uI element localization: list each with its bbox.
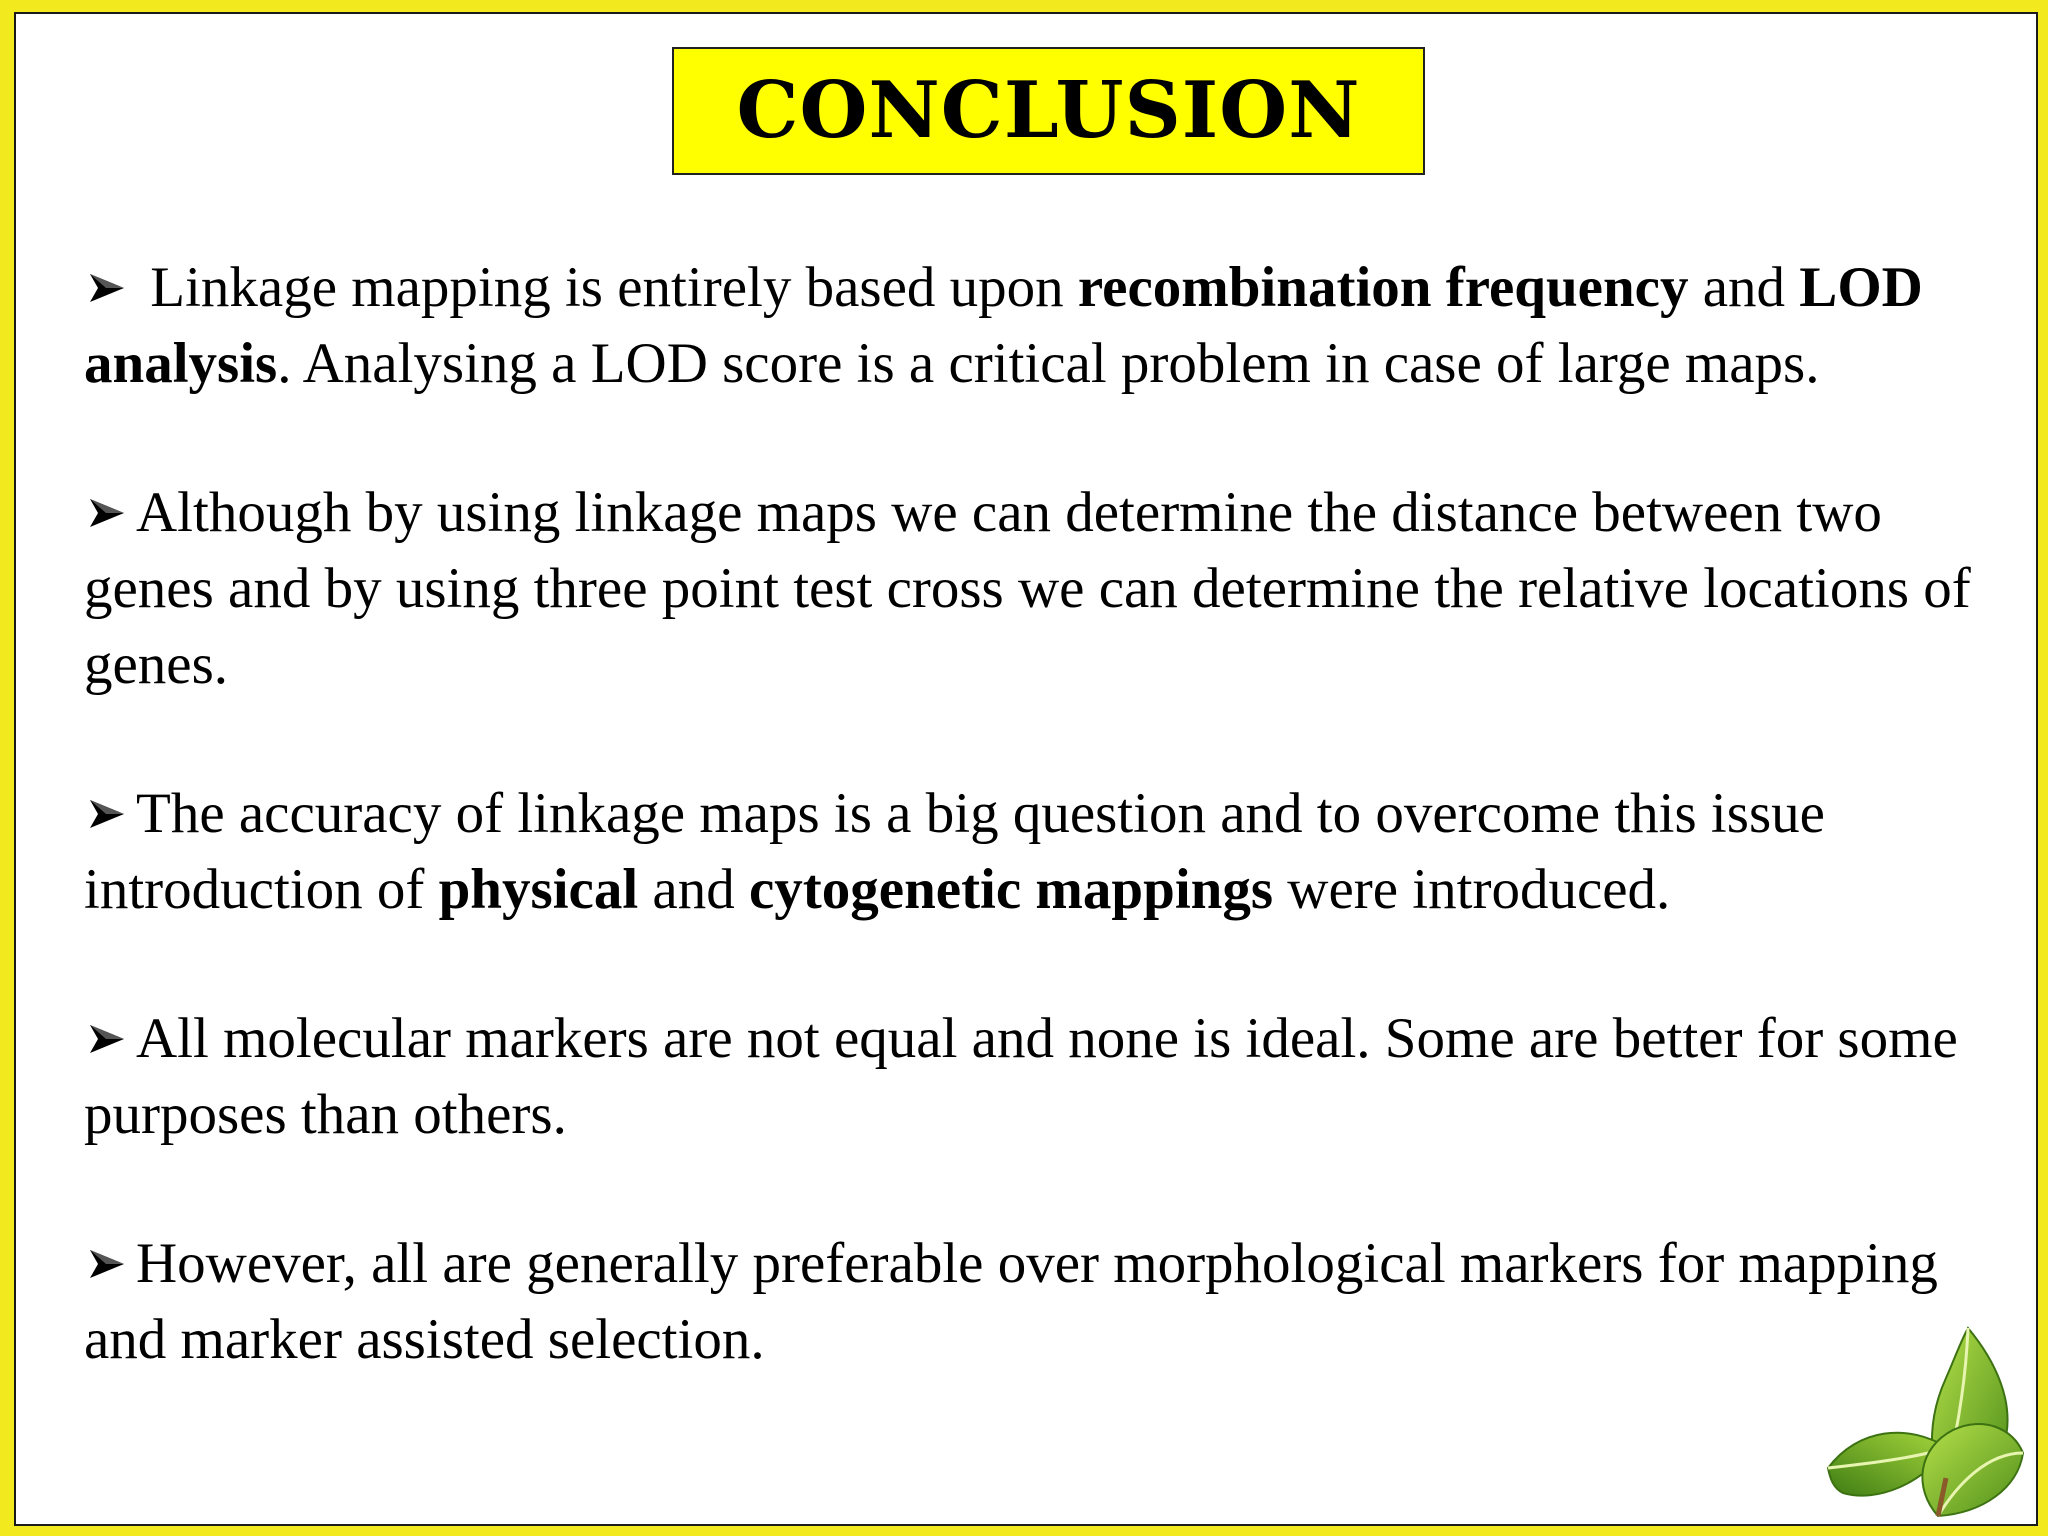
arrowhead-bullet-icon [84,794,136,834]
bullet-text: However, all are generally preferable over morphological markers for mapping and marker assisted selection. [84,1232,1938,1371]
title-box [672,47,1425,175]
bullet-text: and [1688,256,1800,319]
bullet-text: The accuracy of linkage maps is a big question and to overcome this issue introduction of [84,782,1825,921]
green-leaf-icon [1818,1318,2028,1518]
bold-term: cytogenetic mappings [748,858,1274,921]
arrowhead-bullet-icon [84,493,136,533]
bold-term: physical [438,858,639,921]
arrowhead-bullet-icon [84,1244,136,1284]
bullet-item-2 [84,475,1994,703]
bullet-text: All molecular markers are not equal and none is ideal. Some are better for some purposes than others. [84,1007,1958,1146]
bullet-item-4 [84,1001,1994,1153]
bullet-list [84,250,1994,1378]
bullet-text: . Analysing a LOD score is a critical problem in case of large maps. [277,332,1820,395]
bullet-text: and [638,858,749,921]
bullet-item-5 [84,1226,1994,1378]
bullet-text: Linkage mapping is entirely based upon [136,256,1078,319]
bullet-item-1 [84,250,1994,402]
arrowhead-bullet-icon [84,268,136,308]
slide-title: CONCLUSION [736,65,1361,156]
bullet-item-3 [84,776,1994,928]
bullet-text: were introduced. [1273,858,1671,921]
bold-term: recombination frequency [1077,256,1689,319]
bullet-text: Although by using linkage maps we can determine the distance between two genes and by using three point test cross we can determine the relative locations of genes. [84,481,1971,696]
bold-term: LOD analysis [84,256,1923,395]
arrowhead-bullet-icon [84,1019,136,1059]
